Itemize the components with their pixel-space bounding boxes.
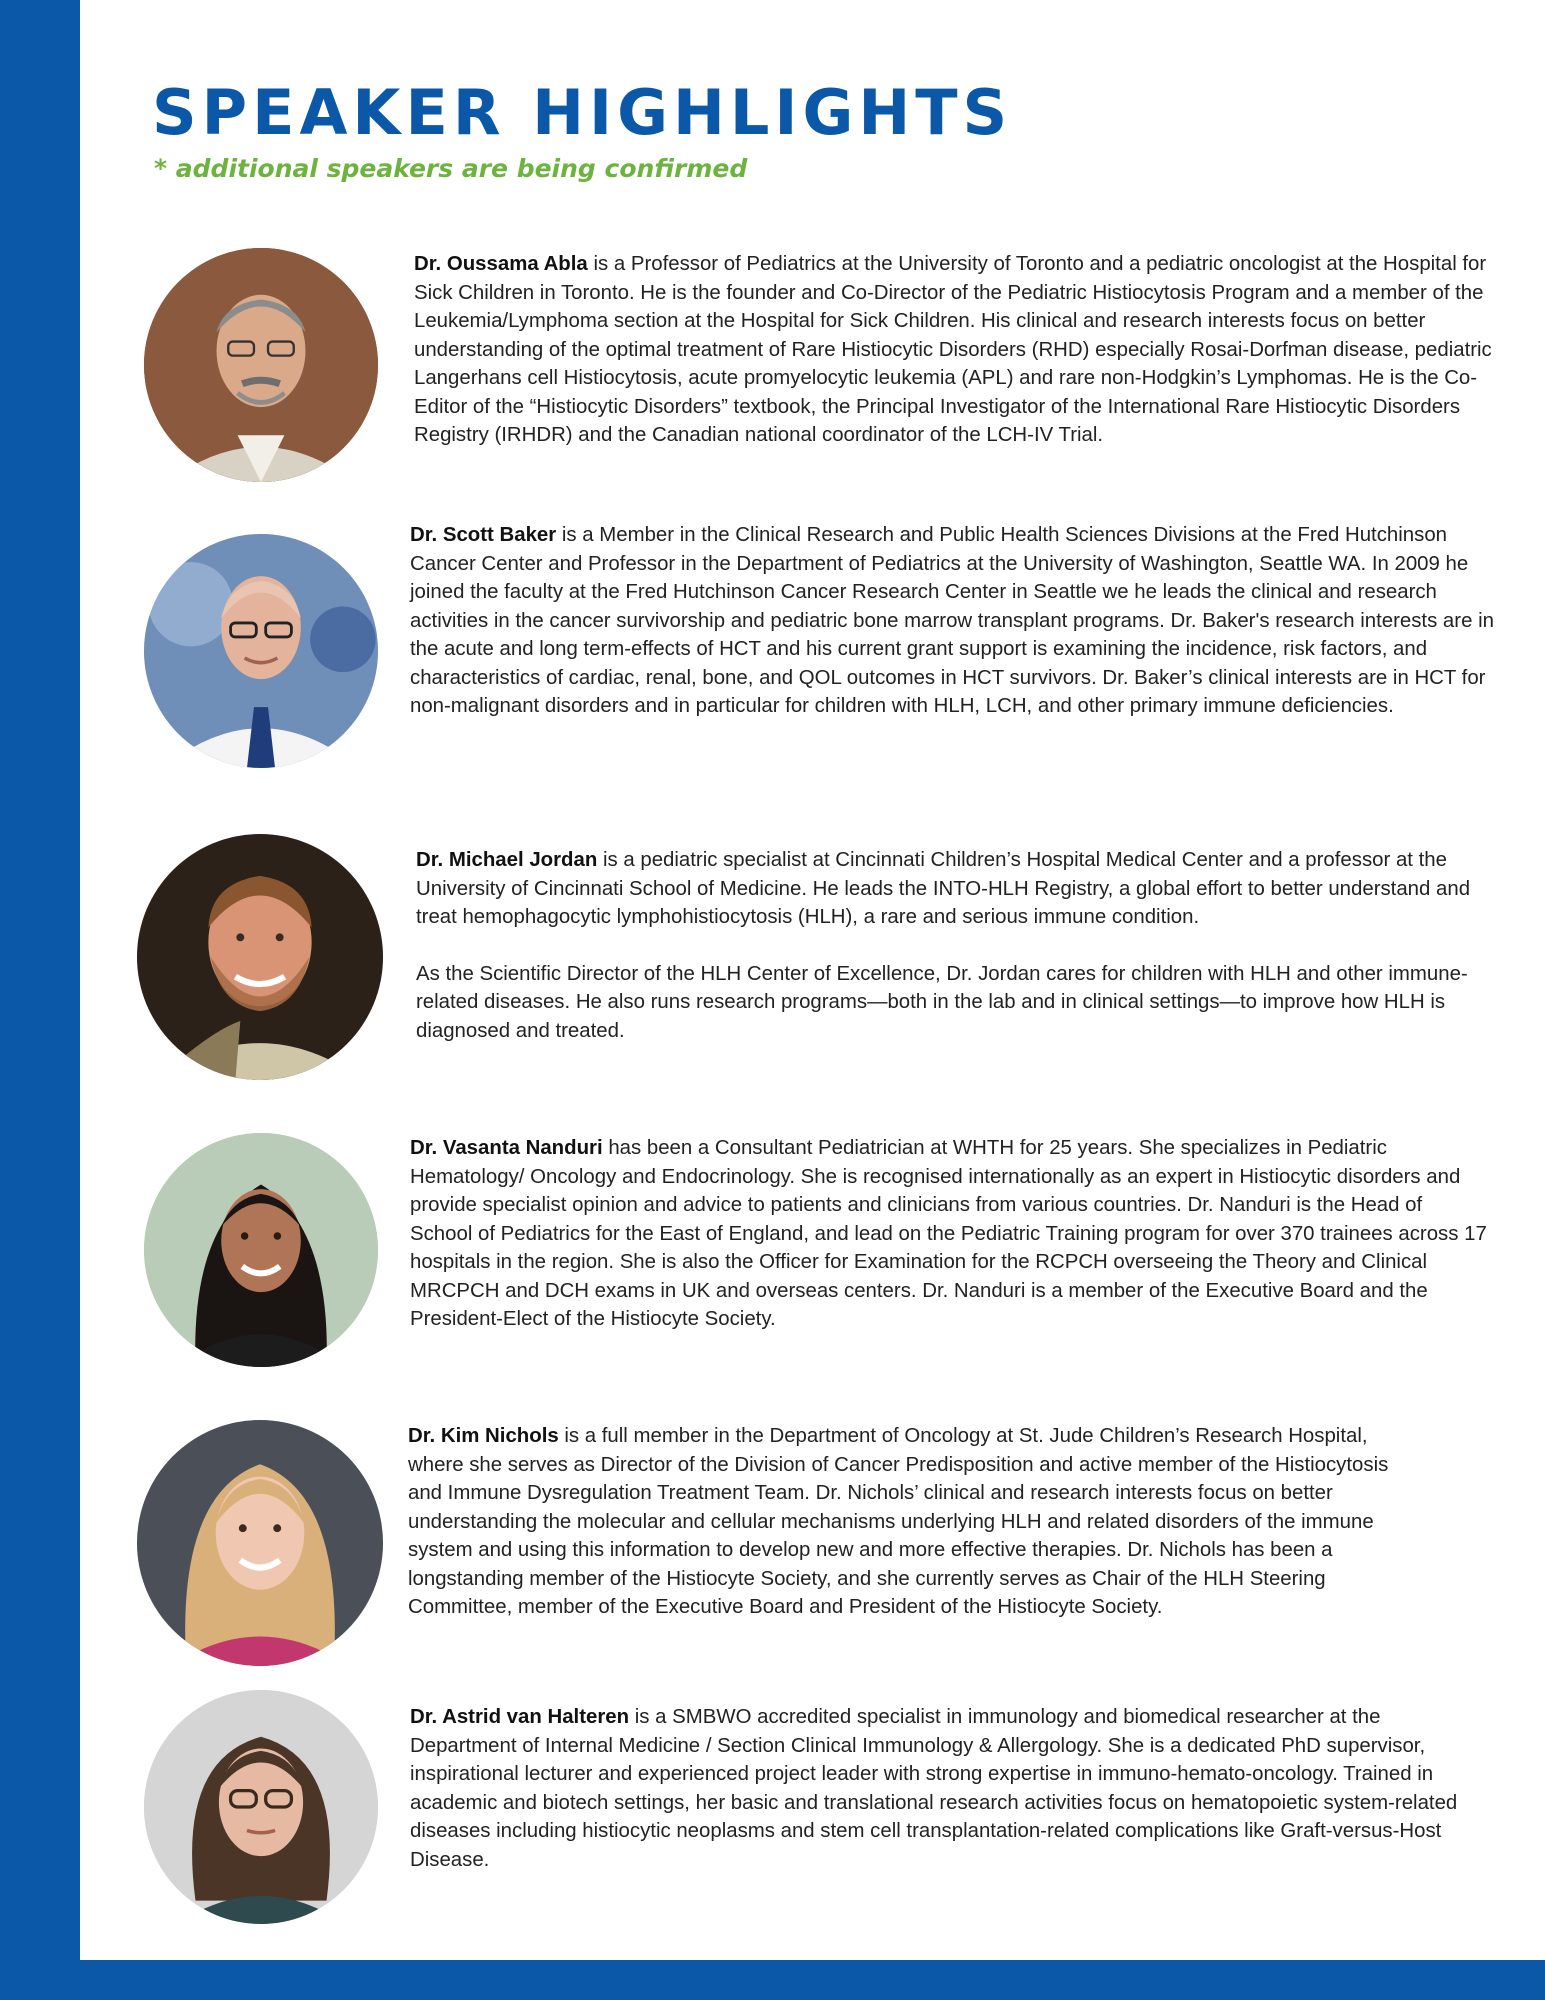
speaker-name: Dr. Kim Nichols [408,1425,559,1447]
bottom-accent-bar [0,1960,1545,2000]
left-accent-bar [0,0,80,2000]
speaker-photo-abla [144,248,378,482]
speaker-photo-nichols [137,1420,383,1666]
portrait-photo-icon [144,534,378,768]
speaker-name: Dr. Michael Jordan [416,849,598,871]
speaker-bio: is a SMBWO accredited specialist in immunology and biomedical researcher at the Department of Internal Medicine / Section Clinical Immunology & Allergology. She is a dedicated PhD supervisor, inspirational lecturer and experienced project leader with strong expertise in immuno-hemato-oncology. Trained in academic and biotech settings, her basic and translational research activities focus on hematopoietic system-related diseases including histiocytic neoplasms and stem cell transplantation-related complications like Graft-versus-Host Disease. [410,1706,1458,1871]
portrait-photo-icon [144,1690,378,1924]
speaker-photo-jordan [137,834,383,1080]
speaker-bio: is a Professor of Pediatrics at the University of Toronto and a pediatric oncologist at the Hospital for Sick Children in Toronto. He is the founder and Co-Director of the Pediatric Histiocytosis Program and a member of the Leukemia/Lymphoma section at the Hospital for Sick Children. His clinical and research interests focus on better understanding of the optimal treatment of Rare Histiocytic Disorders (RHD) especially Rosai-Dorfman disease, pediatric Langerhans cell Histiocytosis, acute promyelocytic leukemia (APL) and rare non-Hodgkin’s Lymphomas. He is the Co-Editor of the “Histiocytic Disorders” textbook, the Principal Investigator of the International Rare Histiocytic Disorders Registry (IRHDR) and the Canadian national coordinator of the LCH-IV Trial. [414,253,1492,446]
speaker-bio: has been a Consultant Pediatrician at WHTH for 25 years. She specializes in Pediatric Hematology/ Oncology and Endocrinology. She is recognised internationally as an expert in Histiocytic disorders and provide specialist opinion and advice to patients and clinicians from various countries. Dr. Nanduri is the Head of School of Pediatrics for the East of England, and lead on the Pediatric Training program for over 370 trainees across 17 hospitals in the region. She is also the Officer for Examination for the RCPCH overseeing the Theory and Clinical MRCPCH and DCH exams in UK and overseas centers. Dr. Nanduri is a member of the Executive Board and the President-Elect of the Histiocyte Society. [410,1137,1487,1330]
speaker-name: Dr. Scott Baker [410,524,557,546]
page-title: SPEAKER HIGHLIGHTS [152,76,1013,149]
speaker-bio: is a pediatric specialist at Cincinnati Children’s Hospital Medical Center and a professor at the University of Cincinnati School of Medicine. He leads the INTO-HLH Registry, a global effort to better understand and treat hemophagocytic lymphohistiocytosis (HLH), a rare and serious immune condition. [416,849,1471,928]
page-subtitle: * additional speakers are being confirmed [154,154,748,183]
speaker-photo-baker [144,534,378,768]
speaker-name: Dr. Astrid van Halteren [410,1706,630,1728]
portrait-photo-icon [137,834,383,1080]
speaker-bio-second-paragraph: As the Scientific Director of the HLH Center of Excellence, Dr. Jordan cares for children with HLH and other immune-related diseases. He also runs research programs—both in the lab and in clinical settings—to improve how HLH is diagnosed and treated. [416,962,1468,1042]
speaker-bio: is a Member in the Clinical Research and Public Health Sciences Divisions at the Fred Hutchinson Cancer Center and Professor in the Department of Pediatrics at the University of Washington, Seattle WA. In 2009 he joined the faculty at the Fred Hutchinson Cancer Research Center in Seattle we he leads the clinical and research activities in the cancer survivorship and pediatric bone marrow transplant programs. Dr. Baker's research interests are in the acute and long term-effects of HCT and his current grant support is examining the incidence, risk factors, and characteristics of cardiac, renal, bone, and QOL outcomes in HCT survivors. Dr. Baker’s clinical interests are in HCT for non-malignant disorders and in particular for children with HLH, LCH, and other primary immune deficiencies. [410,524,1494,717]
portrait-photo-icon [144,1133,378,1367]
speaker-photo-nanduri [144,1133,378,1367]
speaker-name: Dr. Oussama Abla [414,253,588,275]
speaker-bio: is a full member in the Department of Oncology at St. Jude Children’s Research Hospital, where she serves as Director of the Division of Cancer Predisposition and active member of the Histiocytosis and Immune Dysregulation Treatment Team. Dr. Nichols’ clinical and research interests focus on better understanding the molecular and cellular mechanisms underlying HLH and related disorders of the immune system and using this information to develop new and more effective therapies. Dr. Nichols has been a longstanding member of the Histiocyte Society, and she currently serves as Chair of the HLH Steering Committee, member of the Executive Board and President of the Histiocyte Society. [408,1425,1389,1618]
portrait-photo-icon [144,248,378,482]
speaker-name: Dr. Vasanta Nanduri [410,1137,603,1159]
speaker-photo-van-halteren [144,1690,378,1924]
portrait-photo-icon [137,1420,383,1666]
